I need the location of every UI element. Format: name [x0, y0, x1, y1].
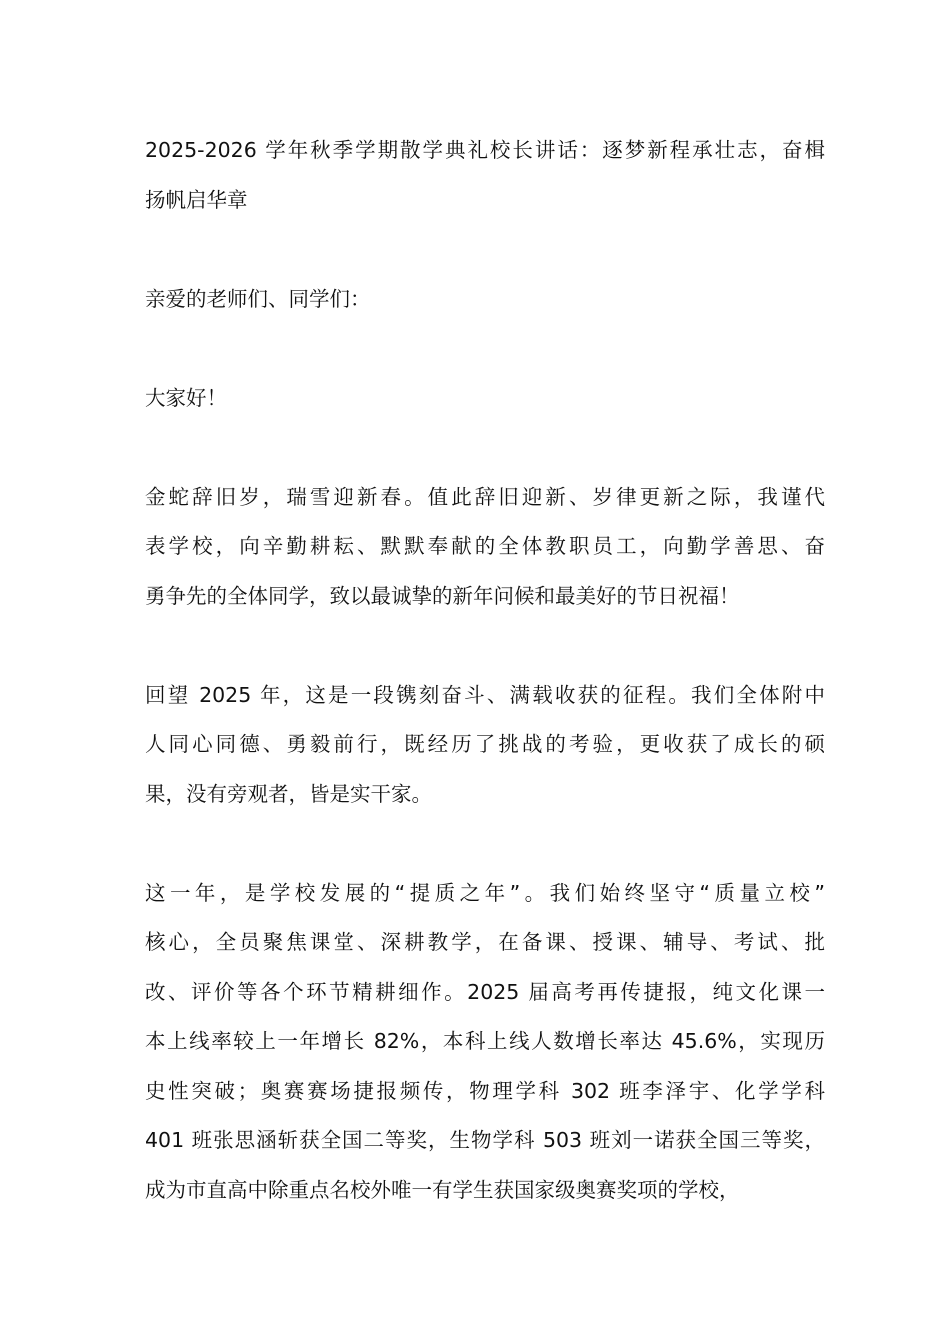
- paragraph-line: 勇争先的全体同学，致以最诚挚的新年问候和最美好的节日祝福！: [145, 583, 740, 608]
- paragraph-line: 核心，全员聚焦课堂、深耕教学，在备课、授课、辅导、考试、批: [145, 930, 825, 954]
- greeting: [145, 374, 825, 424]
- document-body: [145, 126, 825, 1265]
- paragraph-line: 本上线率较上一年增长 82%，本科上线人数增长率达 45.6%，实现历: [145, 1029, 825, 1053]
- paragraph-line: 401 班张思涵斩获全国二等奖，生物学科 503 班刘一诺获全国三等奖，: [145, 1128, 825, 1152]
- paragraph-line: 人同心同德、勇毅前行，既经历了挑战的考验，更收获了成长的硕: [145, 732, 825, 756]
- document-title: [145, 126, 825, 225]
- paragraph-quality-year: [145, 869, 825, 1216]
- title-line: 2025-2026 学年秋季学期散学典礼校长讲话：逐梦新程承壮志，奋楫: [145, 138, 825, 162]
- paragraph-line: 表学校，向辛勤耕耘、默默奉献的全体教职员工，向勤学善思、奋: [145, 534, 825, 558]
- title-line: 扬帆启华章: [145, 187, 248, 212]
- paragraph-line: 回望 2025 年，这是一段镌刻奋斗、满载收获的征程。我们全体附中: [145, 682, 825, 707]
- paragraph-line: 改、评价等各个环节精耕细作。2025 届高考再传捷报，纯文化课一: [145, 979, 825, 1004]
- paragraph-new-year-wishes: [145, 473, 825, 622]
- greeting-text: 大家好！: [145, 385, 227, 410]
- paragraph-line: 史性突破；奥赛赛场捷报频传，物理学科 302 班李泽宇、化学学科: [145, 1078, 825, 1103]
- salutation-text: 亲爱的老师们、同学们：: [145, 286, 371, 311]
- paragraph-line: 成为市直高中除重点名校外唯一有学生获国家级奥赛奖项的学校，: [145, 1177, 740, 1202]
- paragraph-line: 金蛇辞旧岁，瑞雪迎新春。值此辞旧迎新、岁律更新之际，我谨代: [145, 484, 825, 509]
- salutation: [145, 275, 825, 325]
- paragraph-line: 果，没有旁观者，皆是实干家。: [145, 781, 432, 806]
- paragraph-line: 这一年，是学校发展的“提质之年”。我们始终坚守“质量立校”: [145, 880, 825, 905]
- paragraph-review-2025: [145, 671, 825, 820]
